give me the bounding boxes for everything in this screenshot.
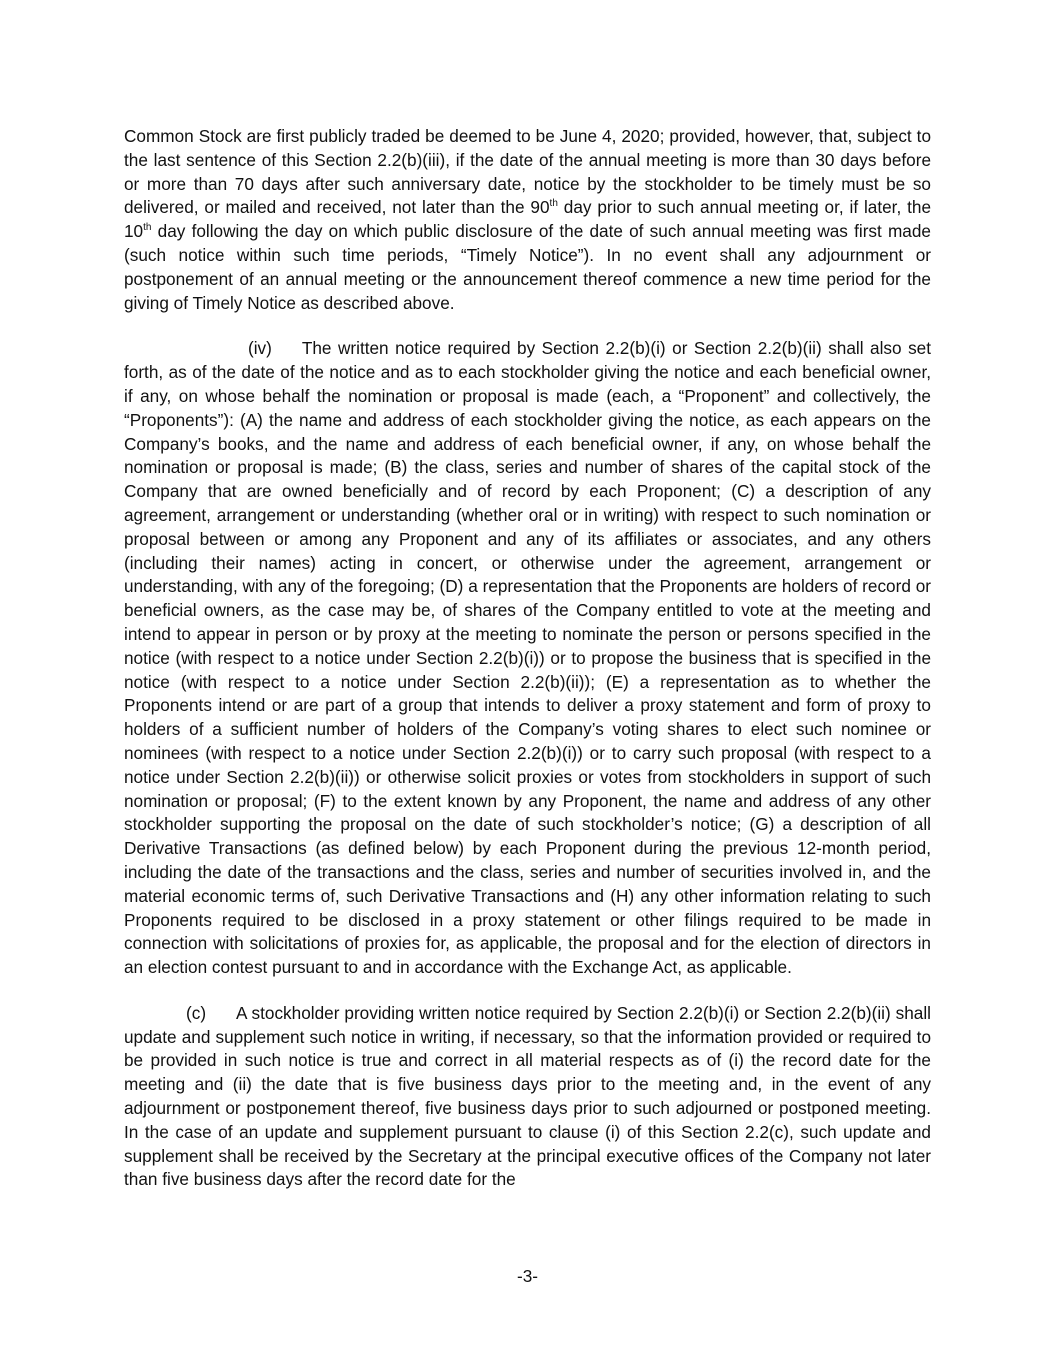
paragraph-iv-written-notice xyxy=(124,337,931,980)
paragraph-iv-text: The written notice required by Section 2.2(b)(i) or Section 2.2(b)(ii) shall also set forth, as of the date of the notice and as to each stockholder giving the notice and each beneficial owner, if any, on whose behalf the nomination or proposal is made (each, a “Proponent” and collectively, the “Proponents”): (A) the name and address of each stockholder giving the notice, as each appears on the Company’s books, and the name and address of each beneficial owner, if any, on whose behalf the nomination or proposal is made; (B) the class, series and number of shares of the capital stock of the Company that are owned beneficially and of record by each Proponent; (C) a description of any agreement, arrangement or understanding (whether oral or in writing) with respect to such nomination or proposal between or among any Proponent and any of its affiliates or associates, and any others (including their names) acting in concert, or otherwise under the agreement, arrangement or understanding, with any of the foregoing; (D) a representation that the Proponents are holders of record or beneficial owners, as the case may be, of shares of the Company entitled to vote at the meeting and intend to appear in person or by proxy at the meeting to nominate the person or persons specified in the notice (with respect to a notice under Section 2.2(b)(i)) or to propose the business that is specified in the notice (with respect to a notice under Section 2.2(b)(ii)); (E) a representation as to whether the Proponents intend or are part of a group that intends to deliver a proxy statement and form of proxy to holders of a sufficient number of holders of the Company’s voting shares to elect such nominee or nominees (with respect to a notice under Section 2.2(b)(i)) or to carry such proposal (with respect to a notice under Section 2.2(b)(ii)) or otherwise solicit proxies or votes from stockholders in support of such nomination or proposal; (F) to the extent known by any Proponent, the name and address of any other stockholder supporting the proposal on the date of such stockholder’s notice; (G) a description of all Derivative Transactions (as defined below) by each Proponent during the previous 12-month period, including the date of the transactions and the class, series and number of securities involved in, and the material economic terms of, such Derivative Transactions and (H) any other information relating to such Proponents required to be disclosed in a proxy statement or other filings required to be made in connection with solicitations of proxies for, as applicable, the proposal and for the election of directors in an election contest pursuant to and in accordance with the Exchange Act, as applicable. xyxy=(124,338,931,978)
superscript-th: th xyxy=(143,222,152,234)
paragraph-1-text-c: day following the day on which public disclosure of the date of such annual meeting was first made (such notice within such time periods, “Timely Notice”). In no event shall any adjournment or postponement of an annual meeting or the announcement thereof commence a new time period for the giving of Timely Notice as described above. xyxy=(124,221,931,313)
superscript-th: th xyxy=(549,198,558,210)
paragraph-1-text-b: day prior to such annual meeting or, if later, the 10 xyxy=(124,197,932,242)
paragraph-1-text-a: Common Stock are first publicly traded be deemed to be June 4, 2020; provided, however, that, subject to the last sentence of this Section 2.2(b)(iii), if the date of the annual meeting is more than 30 days before or more than 70 days after such anniversary date, notice by the stockholder to be timely must be so delivered, or mailed and received, not later than the 90 xyxy=(124,126,931,218)
page-number: -3- xyxy=(516,1266,538,1286)
paragraph-c-text: A stockholder providing written notice required by Section 2.2(b)(i) or Section 2.2(b)(ii) shall update and supplement such notice in writing, if necessary, so that the information provided or required to be provided in such notice is true and correct in all material respects as of (i) the record date for the meeting and (ii) the date that is five business days prior to the meeting and, in the event of any adjournment or postponement thereof, five business days prior to such adjourned or postponed meeting. In the case of an update and supplement pursuant to clause (i) of this Section 2.2(c), such update and supplement shall be received by the Secretary at the principal executive offices of the Company not later than five business days after the record date for the xyxy=(124,1002,931,1190)
paragraph-c-label: (c) xyxy=(186,1002,207,1023)
document-body xyxy=(124,125,931,1192)
paragraph-iv-label: (iv) xyxy=(248,338,272,359)
paragraph-c-update-notice xyxy=(124,1002,931,1192)
paragraph-timely-notice xyxy=(124,125,931,315)
